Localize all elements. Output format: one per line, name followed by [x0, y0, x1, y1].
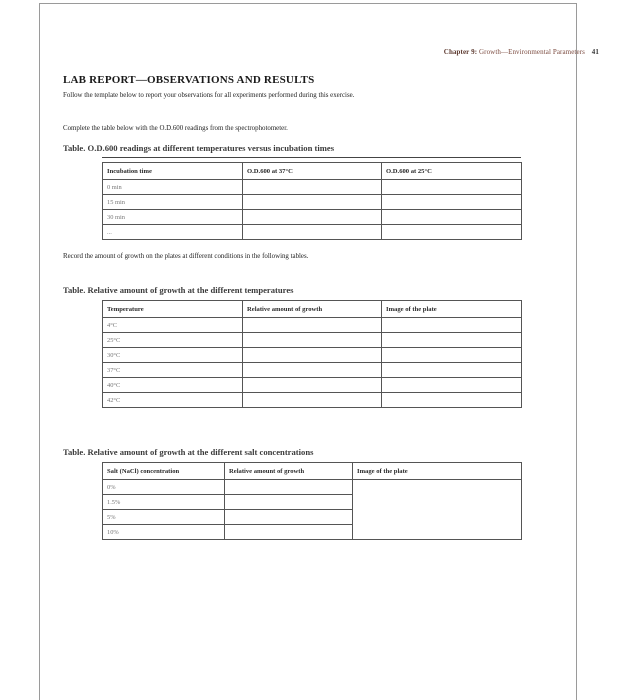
table1-caption: Table. O.D.600 readings at different temperatures versus incubation times: [63, 143, 335, 153]
table-row: [103, 378, 522, 393]
chapter-label: Chapter 9:: [443, 48, 478, 56]
row-label: 0 min: [103, 180, 243, 195]
empty-cell[interactable]: [382, 195, 522, 210]
table-header-row: [103, 301, 522, 318]
row-label: 37°C: [103, 363, 243, 378]
empty-cell[interactable]: [225, 480, 353, 495]
temperature-growth-table: [102, 300, 522, 408]
table2-instruction: Record the amount of growth on the plates at different conditions in the following tables.: [63, 253, 309, 260]
empty-cell[interactable]: [243, 378, 382, 393]
row-label: 5%: [103, 510, 225, 525]
column-header: Salt (NaCl) concentration: [103, 463, 225, 480]
column-header: O.D.600 at 25°C: [382, 163, 522, 180]
table1-instruction: Complete the table below with the O.D.600 readings from the spectrophotometer.: [63, 125, 288, 132]
empty-cell[interactable]: [243, 225, 382, 240]
row-label: 15 min: [103, 195, 243, 210]
empty-cell[interactable]: [382, 348, 522, 363]
empty-cell[interactable]: [243, 318, 382, 333]
table-row: [103, 318, 522, 333]
row-label: 30 min: [103, 210, 243, 225]
empty-cell[interactable]: [243, 180, 382, 195]
empty-cell[interactable]: [382, 210, 522, 225]
table-row: [103, 195, 522, 210]
salt-growth-table: [102, 462, 522, 540]
od-readings-table: [102, 162, 522, 240]
row-label: 0%: [103, 480, 225, 495]
column-header: Incubation time: [103, 163, 243, 180]
empty-cell[interactable]: [243, 393, 382, 408]
empty-cell[interactable]: [353, 480, 522, 540]
row-label: ...: [103, 225, 243, 240]
column-header: Image of the plate: [382, 301, 522, 318]
empty-cell[interactable]: [243, 348, 382, 363]
table-row: [103, 333, 522, 348]
row-label: 40°C: [103, 378, 243, 393]
column-header: Relative amount of growth: [225, 463, 353, 480]
empty-cell[interactable]: [225, 525, 353, 540]
column-header: Relative amount of growth: [243, 301, 382, 318]
table-header-row: [103, 163, 522, 180]
caption-rule: [102, 157, 521, 158]
table3-caption: Table. Relative amount of growth at the different salt concentrations: [63, 447, 314, 457]
section-title: LAB REPORT—OBSERVATIONS AND RESULTS: [63, 74, 315, 86]
table-row: [103, 363, 522, 378]
column-header: O.D.600 at 37°C: [243, 163, 382, 180]
empty-cell[interactable]: [382, 393, 522, 408]
row-label: 30°C: [103, 348, 243, 363]
empty-cell[interactable]: [243, 333, 382, 348]
table-header-row: [103, 463, 522, 480]
empty-cell[interactable]: [225, 495, 353, 510]
table-row: [103, 480, 522, 495]
empty-cell[interactable]: [243, 363, 382, 378]
empty-cell[interactable]: [225, 510, 353, 525]
row-label: 25°C: [103, 333, 243, 348]
table2-caption: Table. Relative amount of growth at the different temperatures: [63, 285, 294, 295]
row-label: 10%: [103, 525, 225, 540]
empty-cell[interactable]: [243, 195, 382, 210]
table-row: [103, 225, 522, 240]
empty-cell[interactable]: [382, 378, 522, 393]
empty-cell[interactable]: [243, 210, 382, 225]
row-label: 1.5%: [103, 495, 225, 510]
table-row: [103, 180, 522, 195]
intro-text: Follow the template below to report your observations for all experiments performed during this exercise.: [63, 92, 355, 99]
empty-cell[interactable]: [382, 180, 522, 195]
table-row: [103, 210, 522, 225]
row-label: 42°C: [103, 393, 243, 408]
chapter-title: Growth—Environmental Parameters: [479, 48, 585, 56]
table-row: [103, 348, 522, 363]
page-number: 41: [591, 48, 599, 56]
running-head: [444, 48, 599, 56]
empty-cell[interactable]: [382, 333, 522, 348]
empty-cell[interactable]: [382, 363, 522, 378]
table-row: [103, 393, 522, 408]
row-label: 4°C: [103, 318, 243, 333]
column-header: Temperature: [103, 301, 243, 318]
empty-cell[interactable]: [382, 225, 522, 240]
column-header: Image of the plate: [353, 463, 522, 480]
empty-cell[interactable]: [382, 318, 522, 333]
